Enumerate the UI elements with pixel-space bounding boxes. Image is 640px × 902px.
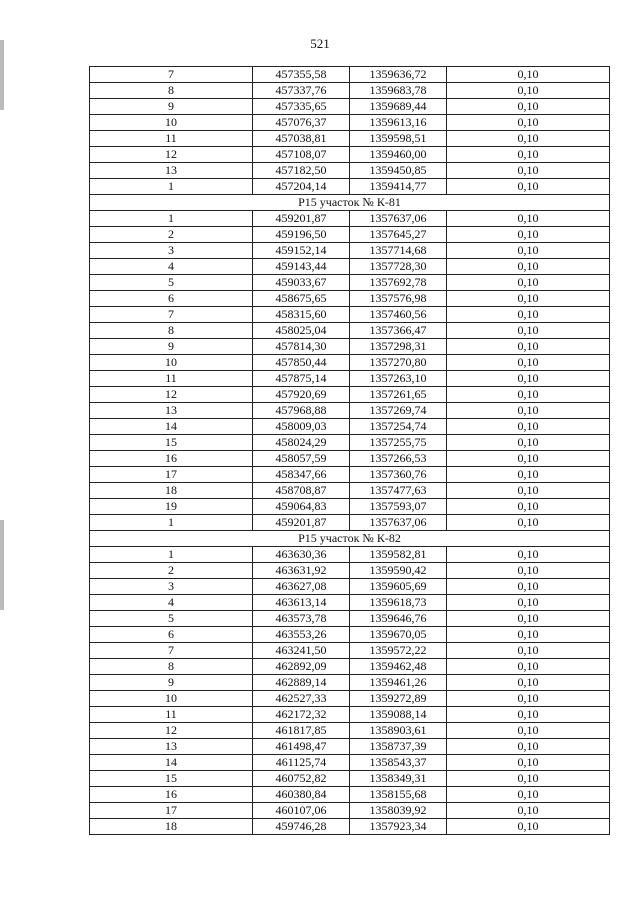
- point-number-cell: 14: [90, 755, 253, 771]
- x-coordinate-cell: 457875,14: [253, 371, 350, 387]
- y-coordinate-cell: 1357637,06: [350, 515, 447, 531]
- accuracy-cell: 0,10: [447, 371, 610, 387]
- point-number-cell: 12: [90, 723, 253, 739]
- accuracy-cell: 0,10: [447, 323, 610, 339]
- accuracy-cell: 0,10: [447, 83, 610, 99]
- table-row: [90, 435, 610, 451]
- x-coordinate-cell: 459196,50: [253, 227, 350, 243]
- y-coordinate-cell: 1357692,78: [350, 275, 447, 291]
- x-coordinate-cell: 458708,87: [253, 483, 350, 499]
- point-number-cell: 13: [90, 403, 253, 419]
- point-number-cell: 19: [90, 499, 253, 515]
- page-number: 521: [310, 36, 330, 51]
- y-coordinate-cell: 1358903,61: [350, 723, 447, 739]
- table-row: [90, 419, 610, 435]
- table-row: [90, 451, 610, 467]
- y-coordinate-cell: 1359582,81: [350, 547, 447, 563]
- x-coordinate-cell: 457920,69: [253, 387, 350, 403]
- x-coordinate-cell: 459033,67: [253, 275, 350, 291]
- x-coordinate-cell: 457355,58: [253, 67, 350, 83]
- y-coordinate-cell: 1359613,16: [350, 115, 447, 131]
- x-coordinate-cell: 463613,14: [253, 595, 350, 611]
- point-number-cell: 11: [90, 371, 253, 387]
- accuracy-cell: 0,10: [447, 355, 610, 371]
- accuracy-cell: 0,10: [447, 787, 610, 803]
- x-coordinate-cell: 462892,09: [253, 659, 350, 675]
- table-row: [90, 467, 610, 483]
- accuracy-cell: 0,10: [447, 499, 610, 515]
- point-number-cell: 7: [90, 643, 253, 659]
- point-number-cell: 12: [90, 147, 253, 163]
- x-coordinate-cell: 463631,92: [253, 563, 350, 579]
- y-coordinate-cell: 1359598,51: [350, 131, 447, 147]
- table-row: [90, 83, 610, 99]
- y-coordinate-cell: 1359590,42: [350, 563, 447, 579]
- x-coordinate-cell: 457204,14: [253, 179, 350, 195]
- point-number-cell: 8: [90, 659, 253, 675]
- y-coordinate-cell: 1357576,98: [350, 291, 447, 307]
- accuracy-cell: 0,10: [447, 339, 610, 355]
- table-row: [90, 627, 610, 643]
- x-coordinate-cell: 457108,07: [253, 147, 350, 163]
- y-coordinate-cell: 1358039,92: [350, 803, 447, 819]
- table-row: [90, 499, 610, 515]
- x-coordinate-cell: 457814,30: [253, 339, 350, 355]
- x-coordinate-cell: 461817,85: [253, 723, 350, 739]
- accuracy-cell: 0,10: [447, 755, 610, 771]
- point-number-cell: 9: [90, 339, 253, 355]
- accuracy-cell: 0,10: [447, 483, 610, 499]
- table-row: [90, 819, 610, 835]
- x-coordinate-cell: 463627,08: [253, 579, 350, 595]
- accuracy-cell: 0,10: [447, 691, 610, 707]
- x-coordinate-cell: 460752,82: [253, 771, 350, 787]
- y-coordinate-cell: 1359414,77: [350, 179, 447, 195]
- accuracy-cell: 0,10: [447, 419, 610, 435]
- point-number-cell: 9: [90, 675, 253, 691]
- table-row: [90, 483, 610, 499]
- x-coordinate-cell: 457182,50: [253, 163, 350, 179]
- table-row: [90, 291, 610, 307]
- table-row: [90, 803, 610, 819]
- accuracy-cell: 0,10: [447, 563, 610, 579]
- accuracy-cell: 0,10: [447, 771, 610, 787]
- table-row: [90, 691, 610, 707]
- accuracy-cell: 0,10: [447, 211, 610, 227]
- section-header-row: [90, 195, 610, 211]
- y-coordinate-cell: 1358737,39: [350, 739, 447, 755]
- y-coordinate-cell: 1358155,68: [350, 787, 447, 803]
- x-coordinate-cell: 459201,87: [253, 515, 350, 531]
- point-number-cell: 1: [90, 179, 253, 195]
- accuracy-cell: 0,10: [447, 579, 610, 595]
- x-coordinate-cell: 458009,03: [253, 419, 350, 435]
- table-row: [90, 211, 610, 227]
- table-row: [90, 611, 610, 627]
- accuracy-cell: 0,10: [447, 627, 610, 643]
- accuracy-cell: 0,10: [447, 307, 610, 323]
- x-coordinate-cell: 461125,74: [253, 755, 350, 771]
- accuracy-cell: 0,10: [447, 99, 610, 115]
- x-coordinate-cell: 458025,04: [253, 323, 350, 339]
- point-number-cell: 18: [90, 483, 253, 499]
- accuracy-cell: 0,10: [447, 147, 610, 163]
- x-coordinate-cell: 457038,81: [253, 131, 350, 147]
- y-coordinate-cell: 1358349,31: [350, 771, 447, 787]
- table-row: [90, 659, 610, 675]
- table-row: [90, 323, 610, 339]
- coordinates-table: [89, 66, 610, 835]
- x-coordinate-cell: 463553,26: [253, 627, 350, 643]
- point-number-cell: 6: [90, 627, 253, 643]
- point-number-cell: 10: [90, 691, 253, 707]
- table-row: [90, 563, 610, 579]
- table-row: [90, 755, 610, 771]
- x-coordinate-cell: 459746,28: [253, 819, 350, 835]
- accuracy-cell: 0,10: [447, 67, 610, 83]
- table-row: [90, 771, 610, 787]
- accuracy-cell: 0,10: [447, 243, 610, 259]
- x-coordinate-cell: 458024,29: [253, 435, 350, 451]
- accuracy-cell: 0,10: [447, 179, 610, 195]
- table-row: [90, 243, 610, 259]
- accuracy-cell: 0,10: [447, 387, 610, 403]
- point-number-cell: 8: [90, 83, 253, 99]
- table-row: [90, 595, 610, 611]
- section-title: Р15 участок № К-82: [90, 531, 610, 547]
- accuracy-cell: 0,10: [447, 739, 610, 755]
- x-coordinate-cell: 459152,14: [253, 243, 350, 259]
- section-header-row: [90, 531, 610, 547]
- y-coordinate-cell: 1357270,80: [350, 355, 447, 371]
- point-number-cell: 13: [90, 739, 253, 755]
- y-coordinate-cell: 1357263,10: [350, 371, 447, 387]
- x-coordinate-cell: 459064,83: [253, 499, 350, 515]
- y-coordinate-cell: 1359450,85: [350, 163, 447, 179]
- y-coordinate-cell: 1359636,72: [350, 67, 447, 83]
- accuracy-cell: 0,10: [447, 515, 610, 531]
- y-coordinate-cell: 1359461,26: [350, 675, 447, 691]
- point-number-cell: 17: [90, 467, 253, 483]
- y-coordinate-cell: 1357269,74: [350, 403, 447, 419]
- point-number-cell: 14: [90, 419, 253, 435]
- x-coordinate-cell: 462172,32: [253, 707, 350, 723]
- y-coordinate-cell: 1357298,31: [350, 339, 447, 355]
- point-number-cell: 1: [90, 211, 253, 227]
- table-row: [90, 403, 610, 419]
- table-row: [90, 307, 610, 323]
- y-coordinate-cell: 1357728,30: [350, 259, 447, 275]
- x-coordinate-cell: 458675,65: [253, 291, 350, 307]
- table-row: [90, 355, 610, 371]
- x-coordinate-cell: 459143,44: [253, 259, 350, 275]
- table-row: [90, 371, 610, 387]
- x-coordinate-cell: 460380,84: [253, 787, 350, 803]
- y-coordinate-cell: 1357366,47: [350, 323, 447, 339]
- accuracy-cell: 0,10: [447, 803, 610, 819]
- accuracy-cell: 0,10: [447, 435, 610, 451]
- y-coordinate-cell: 1359605,69: [350, 579, 447, 595]
- x-coordinate-cell: 463241,50: [253, 643, 350, 659]
- y-coordinate-cell: 1357360,76: [350, 467, 447, 483]
- y-coordinate-cell: 1359646,76: [350, 611, 447, 627]
- y-coordinate-cell: 1357923,34: [350, 819, 447, 835]
- table-row: [90, 179, 610, 195]
- accuracy-cell: 0,10: [447, 467, 610, 483]
- accuracy-cell: 0,10: [447, 819, 610, 835]
- y-coordinate-cell: 1359462,48: [350, 659, 447, 675]
- table-row: [90, 99, 610, 115]
- x-coordinate-cell: 462527,33: [253, 691, 350, 707]
- x-coordinate-cell: 457968,88: [253, 403, 350, 419]
- table-row: [90, 739, 610, 755]
- y-coordinate-cell: 1359572,22: [350, 643, 447, 659]
- x-coordinate-cell: 458347,66: [253, 467, 350, 483]
- table-row: [90, 579, 610, 595]
- y-coordinate-cell: 1359088,14: [350, 707, 447, 723]
- accuracy-cell: 0,10: [447, 291, 610, 307]
- point-number-cell: 4: [90, 595, 253, 611]
- table-row: [90, 643, 610, 659]
- x-coordinate-cell: 457850,44: [253, 355, 350, 371]
- x-coordinate-cell: 458057,59: [253, 451, 350, 467]
- accuracy-cell: 0,10: [447, 451, 610, 467]
- y-coordinate-cell: 1358543,37: [350, 755, 447, 771]
- point-number-cell: 2: [90, 563, 253, 579]
- x-coordinate-cell: 458315,60: [253, 307, 350, 323]
- y-coordinate-cell: 1357460,56: [350, 307, 447, 323]
- accuracy-cell: 0,10: [447, 659, 610, 675]
- table-row: [90, 131, 610, 147]
- y-coordinate-cell: 1357477,63: [350, 483, 447, 499]
- point-number-cell: 13: [90, 163, 253, 179]
- table-row: [90, 787, 610, 803]
- accuracy-cell: 0,10: [447, 131, 610, 147]
- y-coordinate-cell: 1357645,27: [350, 227, 447, 243]
- point-number-cell: 17: [90, 803, 253, 819]
- y-coordinate-cell: 1357637,06: [350, 211, 447, 227]
- point-number-cell: 5: [90, 611, 253, 627]
- x-coordinate-cell: 462889,14: [253, 675, 350, 691]
- accuracy-cell: 0,10: [447, 163, 610, 179]
- table-row: [90, 275, 610, 291]
- accuracy-cell: 0,10: [447, 675, 610, 691]
- table-row: [90, 675, 610, 691]
- accuracy-cell: 0,10: [447, 547, 610, 563]
- table-row: [90, 339, 610, 355]
- table-row: [90, 515, 610, 531]
- point-number-cell: 7: [90, 307, 253, 323]
- scan-edge-mark: [0, 520, 4, 610]
- x-coordinate-cell: 457076,37: [253, 115, 350, 131]
- y-coordinate-cell: 1357593,07: [350, 499, 447, 515]
- accuracy-cell: 0,10: [447, 611, 610, 627]
- point-number-cell: 10: [90, 355, 253, 371]
- accuracy-cell: 0,10: [447, 707, 610, 723]
- x-coordinate-cell: 457335,65: [253, 99, 350, 115]
- table-row: [90, 227, 610, 243]
- table-row: [90, 707, 610, 723]
- point-number-cell: 16: [90, 451, 253, 467]
- point-number-cell: 1: [90, 515, 253, 531]
- point-number-cell: 2: [90, 227, 253, 243]
- x-coordinate-cell: 459201,87: [253, 211, 350, 227]
- point-number-cell: 8: [90, 323, 253, 339]
- table-row: [90, 67, 610, 83]
- point-number-cell: 9: [90, 99, 253, 115]
- table-row: [90, 387, 610, 403]
- y-coordinate-cell: 1359689,44: [350, 99, 447, 115]
- point-number-cell: 15: [90, 771, 253, 787]
- point-number-cell: 1: [90, 547, 253, 563]
- x-coordinate-cell: 461498,47: [253, 739, 350, 755]
- table-row: [90, 723, 610, 739]
- y-coordinate-cell: 1359683,78: [350, 83, 447, 99]
- accuracy-cell: 0,10: [447, 115, 610, 131]
- table-row: [90, 163, 610, 179]
- y-coordinate-cell: 1359618,73: [350, 595, 447, 611]
- point-number-cell: 18: [90, 819, 253, 835]
- point-number-cell: 12: [90, 387, 253, 403]
- point-number-cell: 3: [90, 579, 253, 595]
- y-coordinate-cell: 1359272,89: [350, 691, 447, 707]
- accuracy-cell: 0,10: [447, 403, 610, 419]
- point-number-cell: 11: [90, 131, 253, 147]
- point-number-cell: 10: [90, 115, 253, 131]
- point-number-cell: 7: [90, 67, 253, 83]
- point-number-cell: 11: [90, 707, 253, 723]
- table-row: [90, 115, 610, 131]
- accuracy-cell: 0,10: [447, 723, 610, 739]
- x-coordinate-cell: 463630,36: [253, 547, 350, 563]
- point-number-cell: 15: [90, 435, 253, 451]
- x-coordinate-cell: 460107,06: [253, 803, 350, 819]
- point-number-cell: 4: [90, 259, 253, 275]
- point-number-cell: 3: [90, 243, 253, 259]
- y-coordinate-cell: 1357714,68: [350, 243, 447, 259]
- table-row: [90, 259, 610, 275]
- y-coordinate-cell: 1359460,00: [350, 147, 447, 163]
- point-number-cell: 5: [90, 275, 253, 291]
- section-title: Р15 участок № К-81: [90, 195, 610, 211]
- x-coordinate-cell: 463573,78: [253, 611, 350, 627]
- accuracy-cell: 0,10: [447, 595, 610, 611]
- x-coordinate-cell: 457337,76: [253, 83, 350, 99]
- point-number-cell: 16: [90, 787, 253, 803]
- y-coordinate-cell: 1357261,65: [350, 387, 447, 403]
- table-row: [90, 147, 610, 163]
- accuracy-cell: 0,10: [447, 259, 610, 275]
- y-coordinate-cell: 1359670,05: [350, 627, 447, 643]
- y-coordinate-cell: 1357255,75: [350, 435, 447, 451]
- point-number-cell: 6: [90, 291, 253, 307]
- y-coordinate-cell: 1357266,53: [350, 451, 447, 467]
- accuracy-cell: 0,10: [447, 643, 610, 659]
- accuracy-cell: 0,10: [447, 275, 610, 291]
- table-row: [90, 547, 610, 563]
- accuracy-cell: 0,10: [447, 227, 610, 243]
- y-coordinate-cell: 1357254,74: [350, 419, 447, 435]
